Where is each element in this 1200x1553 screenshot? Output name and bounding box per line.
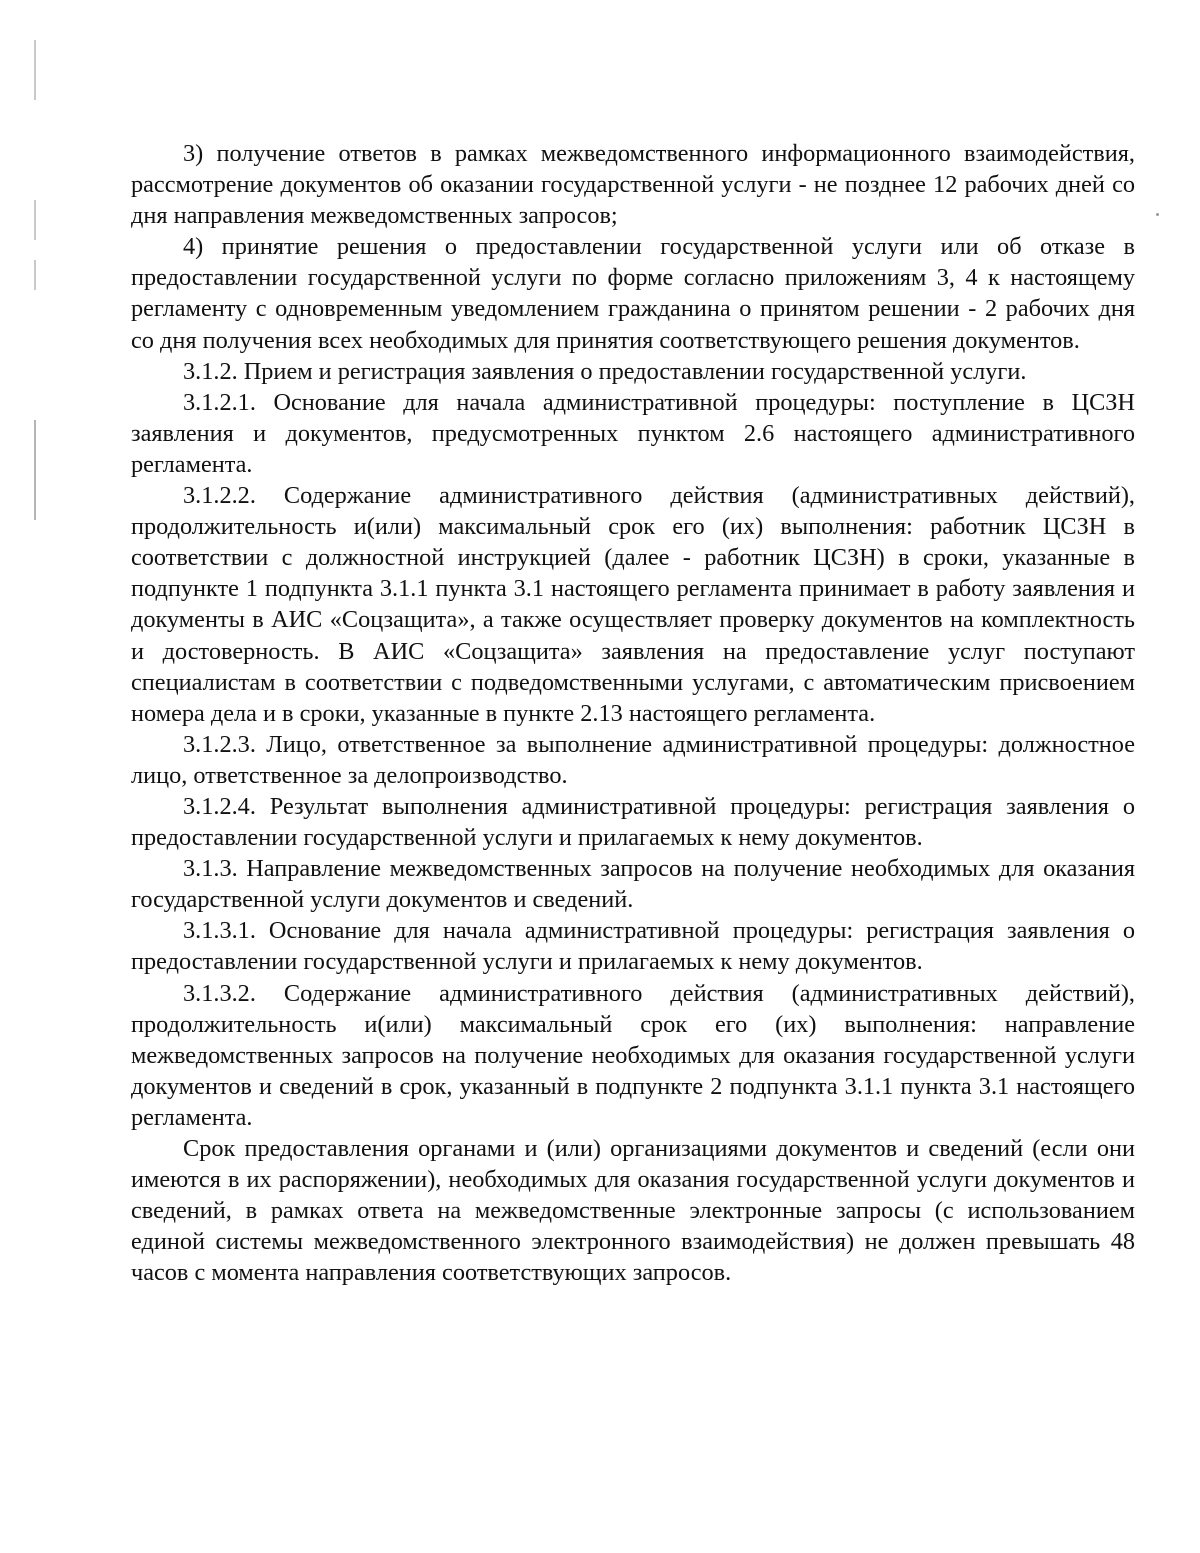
- paragraph: 3.1.3.1. Основание для начала административной процедуры: регистрация заявления о предоставлении государственной услуги и прилагаемых к нему документов.: [131, 917, 1135, 976]
- scan-edge-mark: [34, 200, 36, 240]
- paragraph: 3.1.3.2. Содержание административного действия (административных действий), продолжительность и(или) максимальный срок его (их) выполнения: направление межведомственных запросов на получение необходимых для оказания государственной услуги документов и сведений в срок, указанный в подпункте 2 подпункта 3.1.1 пункта 3.1 настоящего регламента.: [131, 979, 1135, 1131]
- scan-edge-mark: [34, 40, 36, 100]
- paragraph: 3.1.3. Направление межведомственных запросов на получение необходимых для оказания государственной услуги документов и сведений.: [131, 855, 1135, 914]
- scan-speck: [1156, 213, 1159, 216]
- scan-edge-mark: [34, 260, 36, 290]
- document-body: [131, 138, 1135, 1288]
- paragraph: Срок предоставления органами и (или) организациями документов и сведений (если они имеются в их распоряжении), необходимых для оказания государственной услуги документов и сведений, в рамках ответа на межведомственные электронные запросы (с использованием единой системы межведомственного электронного взаимодействия) не должен превышать 48 часов с момента направления соответствующих запросов.: [131, 1135, 1135, 1287]
- paragraph: 3.1.2.4. Результат выполнения административной процедуры: регистрация заявления о предоставлении государственной услуги и прилагаемых к нему документов.: [131, 792, 1135, 852]
- paragraph: 4) принятие решения о предоставлении государственной услуги или об отказе в предоставлении государственной услуги по форме согласно приложениям 3, 4 к настоящему регламенту с одновременным уведомлением гражданина о принятом решении - 2 рабочих дня со дня получения всех необходимых для принятия соответствующего решения документов.: [131, 233, 1135, 354]
- scan-edge-mark: [34, 420, 36, 520]
- paragraph: 3) получение ответов в рамках межведомственного информационного взаимодействия, рассмотрение документов об оказании государственной услуги - не позднее 12 рабочих дней со дня направления межведомственных запросов;: [131, 140, 1135, 230]
- paragraph: 3.1.2.3. Лицо, ответственное за выполнение административной процедуры: должностное лицо, ответственное за делопроизводство.: [131, 730, 1135, 789]
- paragraph: 3.1.2. Прием и регистрация заявления о предоставлении государственной услуги.: [183, 357, 1027, 385]
- paragraph: 3.1.2.1. Основание для начала административной процедуры: поступление в ЦСЗН заявления и документов, предусмотренных пунктом 2.6 настоящего административного регламента.: [131, 388, 1135, 478]
- paragraph: 3.1.2.2. Содержание административного действия (административных действий), продолжительность и(или) максимальный срок его (их) выполнения: работник ЦСЗН в соответствии с должностной инструкцией (далее - работник ЦСЗН) в сроки, указанные в подпункте 1 подпункта 3.1.1 пункта 3.1 настоящего регламента принимает в работу заявления и документы в АИС «Соцзащита», а также осуществляет проверку документов на комплектность и достоверность. В АИС «Соцзащита» заявления на предоставление услуг поступают специалистам в соответствии с подведомственными услугами, с автоматическим присвоением номера дела и в сроки, указанные в пункте 2.13 настоящего регламента.: [131, 482, 1135, 727]
